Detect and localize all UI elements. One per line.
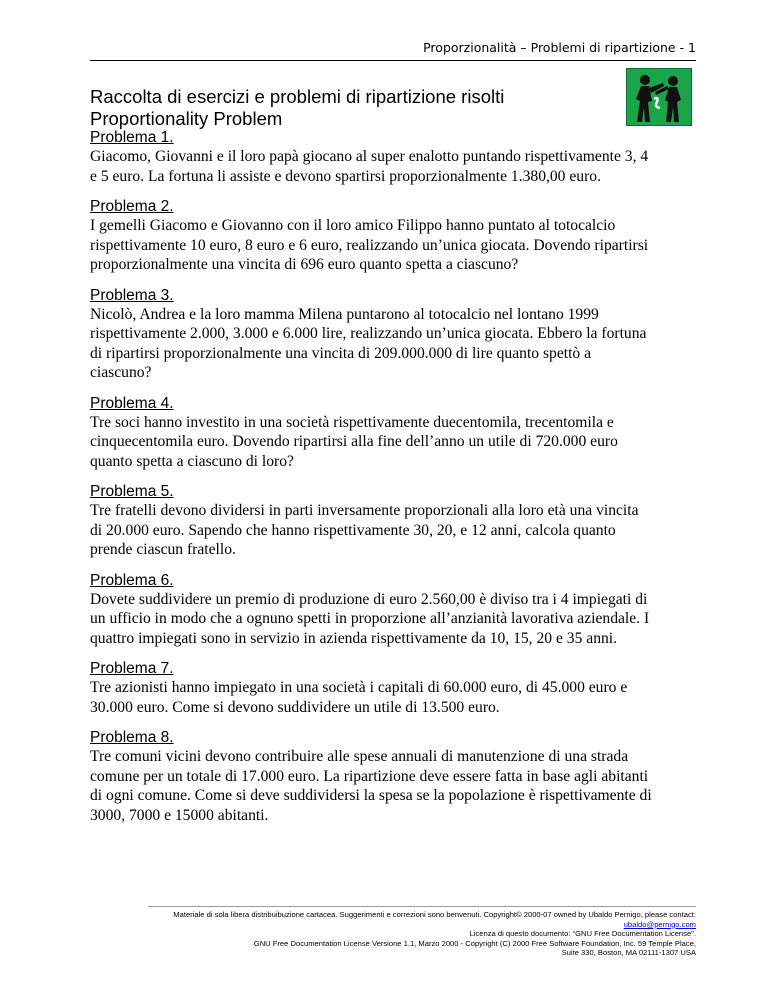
problem-title: Problema 1. <box>90 129 174 146</box>
problem-text <box>90 216 700 275</box>
text-line: prende ciascun fratello. <box>90 541 236 558</box>
text-line: di 20.000 euro. Sapendo che hanno rispettivamente 30, 20, e 12 anni, calcola quanto <box>90 521 616 539</box>
footer-address: Suite 330, Boston, MA 02111-1307 USA <box>561 948 696 958</box>
footer-copyright: Materiale di sola libera distribuibuzione cartacea. Suggerimenti e correzioni sono benvenuti. Copyright© 2000-07 owned by Ubaldo Pernigo, please contact: <box>173 910 696 919</box>
problem-4 <box>90 394 700 472</box>
problem-text <box>90 678 700 717</box>
text-line: Nicolò, Andrea e la loro mamma Milena puntarono al totocalcio nel lontano 1999 <box>90 305 599 323</box>
problem-6 <box>90 571 700 649</box>
title-line-2: Proportionality Problem <box>90 108 283 129</box>
contact-email-link[interactable]: ubaldo@pernigo.com <box>623 919 696 929</box>
problem-title: Problema 2. <box>90 198 174 215</box>
text-line: I gemelli Giacomo e Giovanno con il loro amico Filippo hanno puntato al totocalcio <box>90 217 616 234</box>
problem-text <box>90 501 700 560</box>
problem-5 <box>90 482 700 560</box>
text-line: ciascuno? <box>90 364 152 381</box>
text-line: cinquecentomila euro. Dovendo ripartirsi alla fine dell’anno un utile di 720.000 euro <box>90 433 618 450</box>
header-rule <box>90 60 696 61</box>
problem-7 <box>90 659 700 717</box>
text-line: rispettivamente 2.000, 3.000 e 6.000 lire, realizzando un’unica giocata. Ebbero la fortuna <box>90 325 647 342</box>
text-line: 30.000 euro. Come si devono suddividere un utile di 13.500 euro. <box>90 698 500 716</box>
text-line: proporzionalmente una vincita di 696 euro quanto spetta a ciascuno? <box>90 256 519 273</box>
problem-8 <box>90 728 700 825</box>
text-line: Tre comuni vicini devono contribuire alle spese annuali di manutenzione di una strada <box>90 748 629 765</box>
problem-title: Problema 3. <box>90 286 174 304</box>
problem-title: Problema 5. <box>90 483 174 500</box>
problem-text <box>90 747 700 825</box>
text-line: Tre azionisti hanno impiegato in una società i capitali di 60.000 euro, di 45.000 euro e <box>90 679 628 696</box>
text-line: Giacomo, Giovanni e il loro papà giocano al super enalotto puntando rispettivamente 3, 4 <box>90 148 649 165</box>
problem-3 <box>90 286 700 383</box>
text-line: di ogni comune. Come si deve suddividersi la spesa se la popolazione è rispettivamente di <box>90 787 652 804</box>
problem-2 <box>90 197 700 275</box>
footer-license-version: GNU Free Documentation License Versione 1.1, Marzo 2000 - Copyright (C) 2000 Free Software Foundation, Inc. 59 Temple Place, <box>253 938 696 948</box>
running-header: Proporzionalità – Problemi di ripartizione - 1 <box>423 40 696 55</box>
title-line-1: Raccolta di esercizi e problemi di ripartizione risolti <box>90 86 505 107</box>
problem-title: Problema 7. <box>90 660 174 677</box>
text-line: comune per un totale di 17.000 euro. La ripartizione deve essere fatta in base agli abitanti <box>90 767 649 785</box>
text-line: e 5 euro. La fortuna li assiste e devono spartirsi proporzionalmente 1.380,00 euro. <box>90 167 601 185</box>
problem-title: Problema 8. <box>90 729 174 746</box>
problem-text <box>90 413 700 472</box>
problem-1 <box>90 128 700 186</box>
text-line: Tre fratelli devono dividersi in parti inversamente proporzionali alla loro età una vincita <box>90 502 639 519</box>
problem-title: Problema 6. <box>90 571 174 589</box>
problem-text <box>90 590 700 649</box>
text-line: rispettivamente 10 euro, 8 euro e 6 euro, realizzando un’unica giocata. Dovendo ripartirsi <box>90 236 649 254</box>
two-figures-quarrel-icon <box>626 68 692 126</box>
problem-text <box>90 147 700 186</box>
document-title <box>90 86 504 130</box>
footer-license: Licenza di questo documento: “GNU Free Documentation License". <box>469 929 696 939</box>
text-line: di ripartirsi proporzionalmente una vincita di 209.000.000 di lire quanto spettò a <box>90 344 592 362</box>
problem-title: Problema 4. <box>90 394 174 412</box>
text-line: un ufficio in modo che a ognuno spetti in proporzione all’anzianità lavorativa aziendale. I <box>90 610 650 627</box>
text-line: Tre soci hanno investito in una società rispettivamente duecentomila, trecentomila e <box>90 413 614 431</box>
problem-text <box>90 305 700 383</box>
text-line: quattro impiegati sono in servizio in azienda rispettivamente da 10, 15, 20 e 35 anni. <box>90 629 618 647</box>
footer <box>130 910 696 958</box>
footer-rule <box>148 906 696 907</box>
text-line: quanto spetta a ciascuno di loro? <box>90 452 294 470</box>
text-line: 3000, 7000 e 15000 abitanti. <box>90 806 269 824</box>
text-line: Dovete suddividere un premio di produzione di euro 2.560,00 è diviso tra i 4 impiegati di <box>90 590 648 608</box>
problems-list <box>90 128 700 836</box>
